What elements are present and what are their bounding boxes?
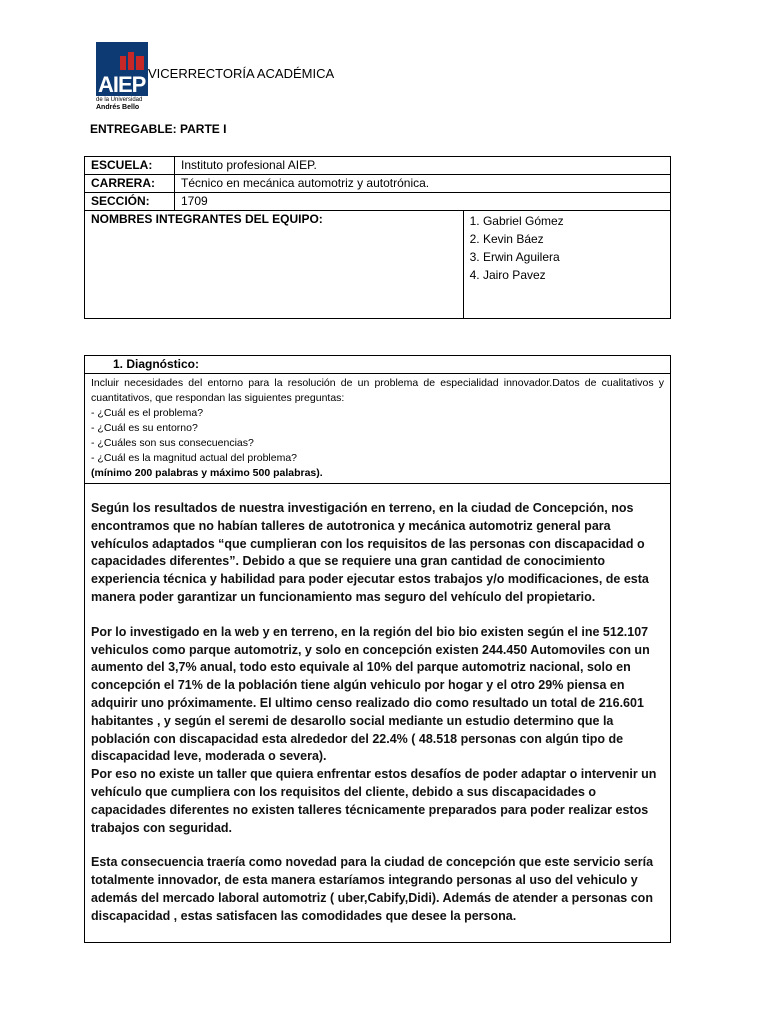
- member-name: 4. Jairo Pavez: [469, 268, 546, 282]
- paragraph: Por lo investigado en la web y en terreno, en la región del bio bio existen según el ine 512.107 vehiculos como parque automotriz, y solo en concepción existen 244.450 Automoviles con un aumento del 3,7% anual, todo esto equivale al 10% del parque automotriz nacional, solo en concepción el 71% de la población tiene algún vehiculo por hogar y el otro 29% piensa en adquirir uno próximamente. El ultimo censo realizado dio como resultado un total de 216.601 habitantes , y según el seremi de desarollo social mediante un estudio determino que la población con discapacidad esta alrededor del 22.4% ( 48.518 personas con algún tipo de discapacidad leve, moderada o severa).: [91, 624, 650, 764]
- escuela-label: ESCUELA:: [85, 157, 175, 175]
- seccion-label: SECCIÓN:: [85, 193, 175, 211]
- paragraph: Esta consecuencia traería como novedad para la ciudad de concepción que este servicio sería totalmente innovador, de esta manera estaríamos integrando personas al uso del vehiculo y además del mercado laboral automotriz ( uber,Cabify,Didi). Además de atender a personas con discapacidad , estas satisfacen las comodidades que desee la persona.: [91, 855, 654, 923]
- section-heading: 1. Diagnóstico:: [85, 356, 670, 374]
- diagnostico-section: [84, 355, 671, 943]
- members-list: [463, 211, 670, 319]
- question-item: - ¿Cuál es la magnitud actual del problema?: [91, 452, 298, 464]
- table-row: [85, 211, 671, 319]
- seccion-value: 1709: [175, 193, 671, 211]
- escuela-value: Instituto profesional AIEP.: [175, 157, 671, 175]
- logo-mark: [96, 42, 148, 96]
- table-row: [85, 193, 671, 211]
- info-table: [84, 156, 671, 319]
- aiep-logo: [96, 42, 148, 112]
- carrera-label: CARRERA:: [85, 175, 175, 193]
- logo-text: AIEP: [98, 72, 146, 96]
- question-item: - ¿Cuáles son sus consecuencias?: [91, 437, 254, 449]
- page-title: VICERRECTORÍA ACADÉMICA: [148, 66, 335, 81]
- member-name: 1. Gabriel Gómez: [469, 214, 564, 228]
- member-name: 3. Erwin Aguilera: [469, 250, 560, 264]
- instructions-text: Incluir necesidades del entorno para la resolución de un problema de especialidad innovador.Datos de cualitativos y cuantitativos, que respondan las siguientes preguntas:: [91, 377, 664, 404]
- carrera-value: Técnico en mecánica automotriz y autotrónica.: [175, 175, 671, 193]
- instructions-box: [85, 374, 670, 484]
- table-row: [85, 157, 671, 175]
- paragraph: Por eso no existe un taller que quiera enfrentar estos desafíos de poder adaptar o intervenir un vehículo que cumpliera con los requisitos del cliente, debido a sus discapacidades o capacidades diferentes no existen talleres técnicamente preparados para poder realizar estos trabajos con seguridad.: [91, 767, 657, 835]
- member-name: 2. Kevin Báez: [469, 232, 544, 246]
- members-label: NOMBRES INTEGRANTES DEL EQUIPO:: [85, 211, 464, 319]
- table-row: [85, 175, 671, 193]
- response-body: [85, 484, 670, 942]
- logo-subtitle: de la Universidad Andrés Bello: [96, 97, 143, 111]
- paragraph: Según los resultados de nuestra investigación en terreno, en la ciudad de Concepción, nos encontramos que no habían talleres de autotronica y mecánica automotriz general para vehículos adaptados “que cumplieran con los requisitos de las personas con discapacidad o capacidades diferentes”. Debido a que se requiere una gran cantidad de conocimiento experiencia técnica y habilidad para poder ejecutar estos trabajos y/o modificaciones, de esta manera poder garantizar un funcionamiento mas seguro del vehículo del propietario.: [91, 501, 649, 604]
- word-limit-note: (mínimo 200 palabras y máximo 500 palabras).: [91, 467, 323, 479]
- question-item: - ¿Cuál es el problema?: [91, 407, 204, 419]
- deliverable-label: ENTREGABLE: PARTE I: [90, 122, 227, 136]
- question-item: - ¿Cuál es su entorno?: [91, 422, 198, 434]
